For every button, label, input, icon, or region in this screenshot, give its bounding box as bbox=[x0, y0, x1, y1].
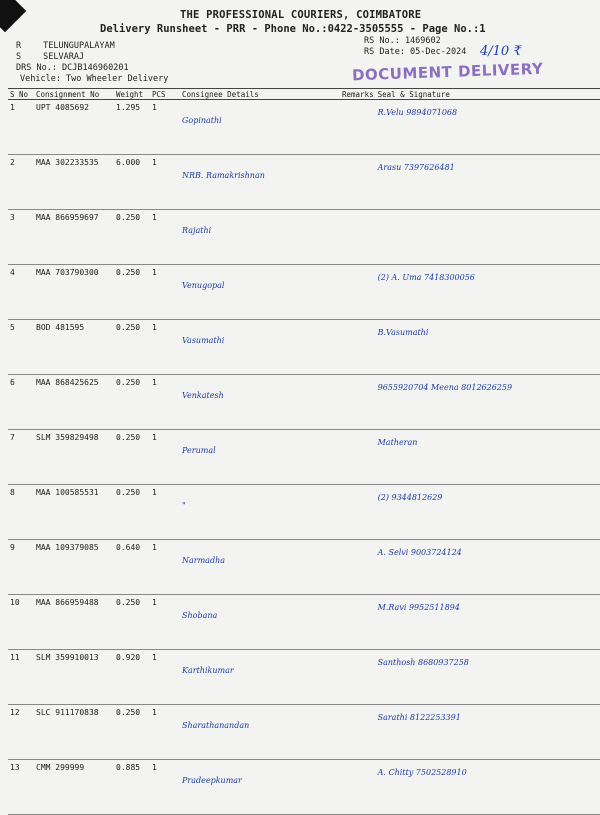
delivery-table bbox=[8, 88, 600, 815]
cell-weight: 0.640 bbox=[114, 540, 150, 595]
cell-consignment: SLC 911170838 bbox=[34, 705, 114, 760]
cell-remarks bbox=[340, 265, 376, 320]
cell-sno: 5 bbox=[8, 320, 34, 375]
cell-consignee: Venkatesh bbox=[180, 375, 340, 430]
cell-consignee: Karthikumar bbox=[180, 650, 340, 705]
cell-pcs: 1 bbox=[150, 155, 180, 210]
cell-pcs: 1 bbox=[150, 265, 180, 320]
col-consignment: Consignment No bbox=[34, 89, 114, 100]
cell-remarks bbox=[340, 100, 376, 155]
drs-number: DRS No.: DCJB146960201 bbox=[16, 63, 129, 73]
cell-signature: R.Velu 9894071068 bbox=[376, 100, 600, 155]
col-pcs: PCS bbox=[150, 89, 180, 100]
table-row bbox=[8, 100, 600, 155]
cell-remarks bbox=[340, 650, 376, 705]
cell-pcs: 1 bbox=[150, 485, 180, 540]
cell-sno: 13 bbox=[8, 760, 34, 815]
cell-consignee: Pradeepkumar bbox=[180, 760, 340, 815]
vehicle-type: Vehicle: Two Wheeler Delivery bbox=[20, 74, 169, 84]
cell-consignment: CMM 299999 bbox=[34, 760, 114, 815]
cell-sno: 6 bbox=[8, 375, 34, 430]
table-row bbox=[8, 320, 600, 375]
cell-pcs: 1 bbox=[150, 595, 180, 650]
cell-signature: M.Ravi 9952511894 bbox=[376, 595, 600, 650]
cell-pcs: 1 bbox=[150, 100, 180, 155]
table-row bbox=[8, 485, 600, 540]
table-row bbox=[8, 210, 600, 265]
cell-consignment: MAA 100585531 bbox=[34, 485, 114, 540]
cell-remarks bbox=[340, 540, 376, 595]
cell-pcs: 1 bbox=[150, 320, 180, 375]
cell-pcs: 1 bbox=[150, 760, 180, 815]
cell-consignee: Venugopal bbox=[180, 265, 340, 320]
cell-signature: (2) A. Uma 7418300056 bbox=[376, 265, 600, 320]
cell-weight: 0.250 bbox=[114, 265, 150, 320]
cell-sno: 8 bbox=[8, 485, 34, 540]
cell-consignee: NRB. Ramakrishnan bbox=[180, 155, 340, 210]
cell-signature: Santhosh 8680937258 bbox=[376, 650, 600, 705]
cell-remarks bbox=[340, 210, 376, 265]
cell-weight: 0.885 bbox=[114, 760, 150, 815]
table-header-row bbox=[8, 89, 600, 100]
table-row bbox=[8, 375, 600, 430]
cell-sno: 1 bbox=[8, 100, 34, 155]
cell-remarks bbox=[340, 595, 376, 650]
cell-consignment: MAA 866959697 bbox=[34, 210, 114, 265]
cell-sno: 3 bbox=[8, 210, 34, 265]
table-row bbox=[8, 650, 600, 705]
cell-signature: Matheran bbox=[376, 430, 600, 485]
route-line: R TELUNGUPALAYAM bbox=[16, 41, 115, 51]
cell-consignee: Sharathanandan bbox=[180, 705, 340, 760]
cell-sno: 4 bbox=[8, 265, 34, 320]
cell-consignee: Gopinathi bbox=[180, 100, 340, 155]
cell-weight: 0.250 bbox=[114, 320, 150, 375]
cell-consignment: UPT 4085692 bbox=[34, 100, 114, 155]
document-subtitle: Delivery Runsheet - PRR - Phone No.:0422-3505555 - Page No.:1 bbox=[100, 23, 486, 35]
cell-sno: 12 bbox=[8, 705, 34, 760]
cell-remarks bbox=[340, 705, 376, 760]
cell-sno: 7 bbox=[8, 430, 34, 485]
cell-consignee: Rajathi bbox=[180, 210, 340, 265]
cell-consignment: SLM 359910013 bbox=[34, 650, 114, 705]
cell-consignee: Narmadha bbox=[180, 540, 340, 595]
col-consignee: Consignee Details bbox=[180, 89, 340, 100]
col-weight: Weight bbox=[114, 89, 150, 100]
cell-remarks bbox=[340, 430, 376, 485]
cell-weight: 0.250 bbox=[114, 430, 150, 485]
table-row bbox=[8, 540, 600, 595]
col-signature: Seal & Signature bbox=[376, 89, 600, 100]
cell-pcs: 1 bbox=[150, 375, 180, 430]
cell-weight: 0.920 bbox=[114, 650, 150, 705]
cell-sno: 11 bbox=[8, 650, 34, 705]
cell-weight: 0.250 bbox=[114, 485, 150, 540]
cell-consignee: " bbox=[180, 485, 340, 540]
cell-pcs: 1 bbox=[150, 650, 180, 705]
document-title: THE PROFESSIONAL COURIERS, COIMBATORE bbox=[180, 9, 422, 21]
cell-consignee: Shobana bbox=[180, 595, 340, 650]
cell-pcs: 1 bbox=[150, 430, 180, 485]
cell-weight: 0.250 bbox=[114, 595, 150, 650]
cell-weight: 6.000 bbox=[114, 155, 150, 210]
cell-sno: 10 bbox=[8, 595, 34, 650]
handwritten-date: 4/10 ₹ bbox=[480, 44, 522, 59]
table-row bbox=[8, 430, 600, 485]
cell-signature: B.Vasumathi bbox=[376, 320, 600, 375]
cell-consignment: MAA 868425625 bbox=[34, 375, 114, 430]
table-row bbox=[8, 155, 600, 210]
cell-pcs: 1 bbox=[150, 210, 180, 265]
table-row bbox=[8, 705, 600, 760]
cell-signature: A. Chitty 7502528910 bbox=[376, 760, 600, 815]
punch-corner-mark bbox=[0, 0, 26, 32]
cell-signature: A. Selvi 9003724124 bbox=[376, 540, 600, 595]
rs-number: RS No.: 1469602 bbox=[364, 36, 441, 46]
cell-signature: (2) 9344812629 bbox=[376, 485, 600, 540]
cell-consignment: MAA 866959488 bbox=[34, 595, 114, 650]
cell-pcs: 1 bbox=[150, 540, 180, 595]
cell-signature: Arasu 7397626481 bbox=[376, 155, 600, 210]
cell-remarks bbox=[340, 485, 376, 540]
col-sno: S No bbox=[8, 89, 34, 100]
cell-consignment: SLM 359829498 bbox=[34, 430, 114, 485]
cell-signature: Sarathi 8122253391 bbox=[376, 705, 600, 760]
cell-weight: 1.295 bbox=[114, 100, 150, 155]
table-row bbox=[8, 265, 600, 320]
table-row bbox=[8, 595, 600, 650]
document-delivery-stamp: DOCUMENT DELIVERY bbox=[351, 59, 544, 85]
cell-consignment: MAA 109379085 bbox=[34, 540, 114, 595]
cell-remarks bbox=[340, 155, 376, 210]
rs-date: RS Date: 05-Dec-2024 bbox=[364, 47, 467, 57]
cell-remarks bbox=[340, 375, 376, 430]
staff-line: S SELVARAJ bbox=[16, 52, 85, 62]
cell-consignment: MAA 703790300 bbox=[34, 265, 114, 320]
cell-weight: 0.250 bbox=[114, 705, 150, 760]
table-body bbox=[8, 100, 600, 815]
cell-remarks bbox=[340, 320, 376, 375]
cell-remarks bbox=[340, 760, 376, 815]
cell-sno: 9 bbox=[8, 540, 34, 595]
cell-pcs: 1 bbox=[150, 705, 180, 760]
cell-consignee: Vasumathi bbox=[180, 320, 340, 375]
col-remarks: Remarks bbox=[342, 89, 374, 99]
cell-signature: 9655920704 Meena 8012626259 bbox=[376, 375, 600, 430]
cell-weight: 0.250 bbox=[114, 210, 150, 265]
cell-consignment: BOD 481595 bbox=[34, 320, 114, 375]
cell-weight: 0.250 bbox=[114, 375, 150, 430]
cell-sno: 2 bbox=[8, 155, 34, 210]
cell-consignee: Perumal bbox=[180, 430, 340, 485]
cell-consignment: MAA 302233535 bbox=[34, 155, 114, 210]
cell-signature bbox=[376, 210, 600, 265]
table-row bbox=[8, 760, 600, 815]
